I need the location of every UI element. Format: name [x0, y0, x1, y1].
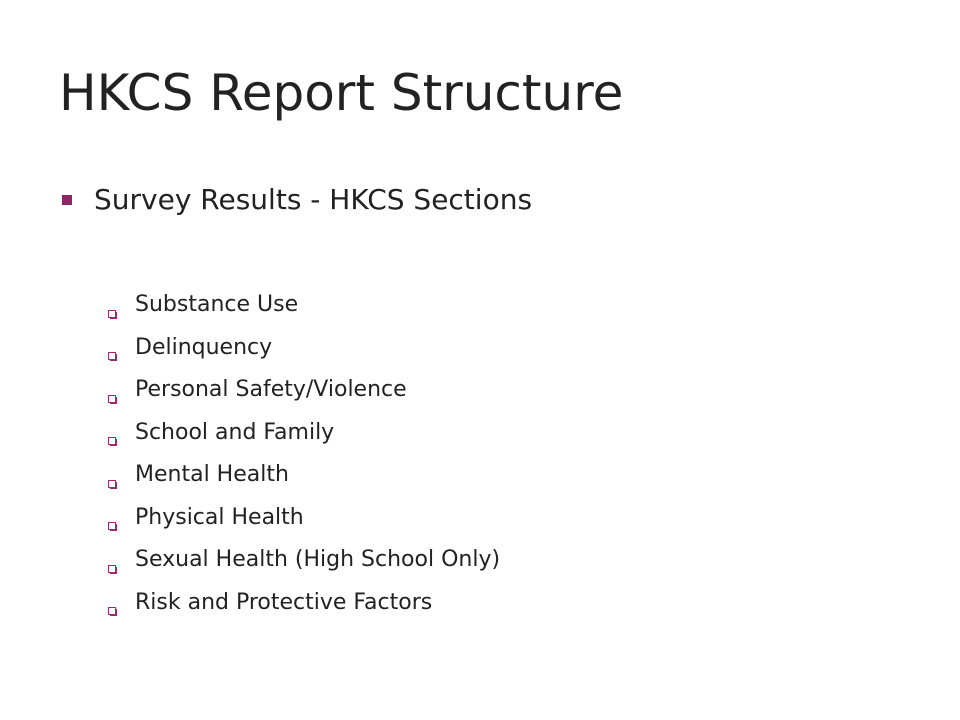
- checkbox-bullet-icon: [108, 431, 117, 440]
- list-item-text: Personal Safety/Violence: [135, 377, 407, 403]
- list-item-text: Substance Use: [135, 292, 299, 318]
- list-item: [108, 284, 500, 327]
- list-item: [108, 582, 500, 625]
- checkbox-bullet-icon: [108, 304, 117, 313]
- slide-title: HKCS Report Structure: [59, 64, 624, 122]
- list-item: [108, 412, 500, 455]
- main-bullet-text: Survey Results - HKCS Sections: [94, 183, 533, 216]
- list-item: [108, 454, 500, 497]
- sections-list: [108, 284, 500, 624]
- list-item: [108, 369, 500, 412]
- square-bullet-icon: [62, 195, 72, 205]
- checkbox-bullet-icon: [108, 474, 117, 483]
- list-item-text: Mental Health: [135, 462, 289, 488]
- list-item-text: Risk and Protective Factors: [135, 589, 433, 615]
- list-item-text: Sexual Health (High School Only): [135, 547, 501, 573]
- checkbox-bullet-icon: [108, 559, 117, 568]
- list-item: [108, 539, 500, 582]
- checkbox-bullet-icon: [108, 346, 117, 355]
- main-bullet: [62, 180, 532, 220]
- list-item-text: Delinquency: [135, 334, 273, 360]
- list-item: [108, 327, 500, 370]
- list-item: [108, 497, 500, 540]
- list-item-text: School and Family: [135, 419, 335, 445]
- checkbox-bullet-icon: [108, 516, 117, 525]
- checkbox-bullet-icon: [108, 601, 117, 610]
- list-item-text: Physical Health: [135, 504, 304, 530]
- checkbox-bullet-icon: [108, 389, 117, 398]
